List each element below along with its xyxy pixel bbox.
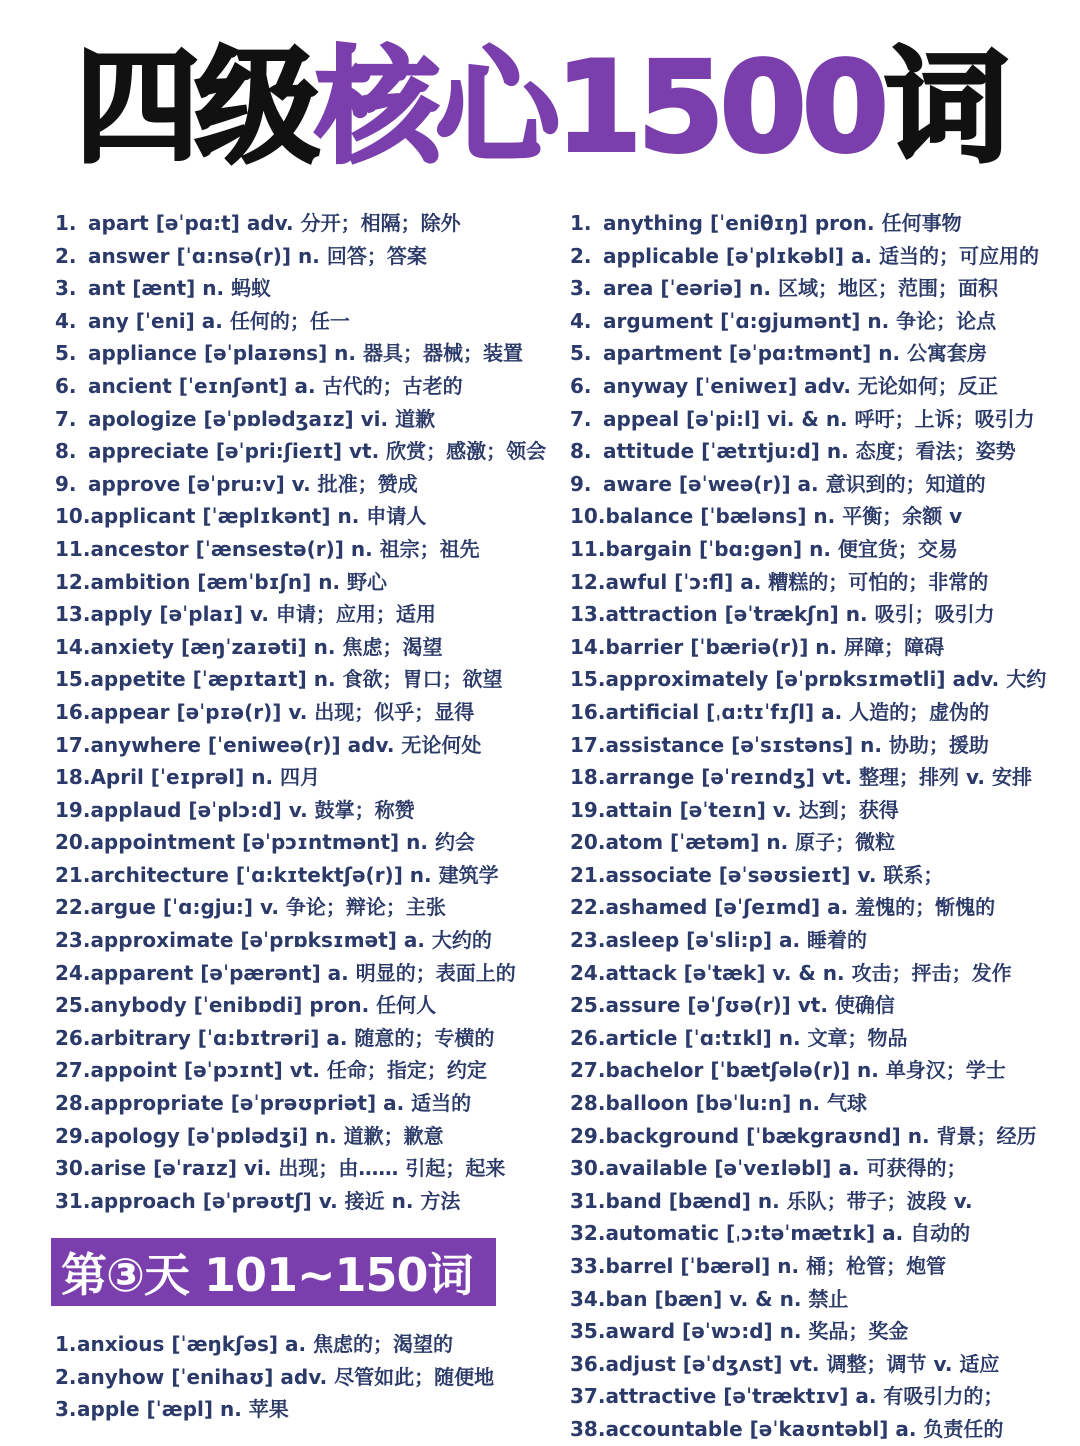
day-banner: 第③天 101~150词 [51,1238,496,1306]
entry-number: 21. [570,862,606,887]
entry-text: ashamed [əˈʃeɪmd] a. 羞愧的；惭愧的 [605,895,996,920]
entry-text: appeal [əˈpi:l] vi. & n. 呼吁；上诉；吸引力 [603,406,1035,431]
word-entry [55,794,545,827]
entry-number: 12. [570,569,606,594]
entry-text: arise [əˈraɪz] vi. 出现；由…… 引起；起来 [90,1156,506,1181]
entry-text: bachelor [ˈbætʃələ(r)] n. 单身汉；学士 [605,1058,1006,1083]
entry-text: band [bænd] n. 乐队；带子；波段 v. [605,1188,973,1213]
entry-text: anxious [ˈæŋkʃəs] a. 焦虑的；渴望的 [77,1332,454,1356]
entry-text: adjust [əˈdʒʌst] vt. 调整；调节 v. 适应 [605,1351,1000,1376]
entry-number: 18. [570,765,606,790]
word-entry [55,761,545,794]
word-entry [570,1054,1070,1087]
entry-number: 14. [570,634,606,659]
title-part-3: 词 [884,36,1005,180]
entry-number: 2. [55,243,77,268]
entry-text: automatic [ˌɔ:təˈmætɪk] a. 自动的 [605,1221,971,1246]
entry-number: 10. [55,504,91,529]
word-entry [55,468,545,501]
entry-text: approximate [əˈprɒksɪmət] a. 大约的 [90,928,492,953]
word-entry [55,891,545,924]
word-entry [570,1250,1070,1283]
entry-text: attain [əˈteɪn] v. 达到；获得 [605,797,899,822]
entry-number: 16. [570,699,606,724]
entry-text: assure [əˈʃʊə(r)] vt. 使确信 [605,993,895,1018]
title-part-2: 核心1500 [315,36,885,180]
word-entry [570,337,1070,370]
word-entry [55,533,545,566]
entry-text: asleep [əˈsli:p] a. 睡着的 [605,928,868,953]
word-entry [55,240,545,273]
word-entry [55,663,545,696]
word-entry [570,1380,1070,1413]
word-entry [55,1361,545,1394]
entry-number: 17. [55,732,91,757]
entry-number: 5. [55,341,77,366]
entry-number: 15. [55,667,91,692]
word-entry [55,729,545,762]
word-entry [55,1054,545,1087]
entry-number: 17. [570,732,606,757]
entry-text: balance [ˈbæləns] n. 平衡；余额 v [605,504,963,529]
entry-number: 9. [55,471,77,496]
entry-text: barrier [ˈbæriə(r)] n. 屏障；障碍 [605,634,945,659]
entry-number: 5. [570,341,592,366]
entry-number: 37. [570,1384,606,1409]
entry-text: ambition [æmˈbɪʃn] n. 野心 [90,569,388,594]
entry-text: balloon [bəˈlu:n] n. 气球 [605,1091,868,1116]
entry-number: 7. [570,406,592,431]
word-entry [55,859,545,892]
entry-number: 2. [570,243,592,268]
word-entry [570,207,1070,240]
entry-number: 26. [570,1025,606,1050]
word-entry [570,729,1070,762]
entry-number: 20. [55,830,91,855]
entry-number: 7. [55,406,77,431]
entry-text: argument [ˈɑ:gjumənt] n. 争论；论点 [603,308,997,333]
entry-text: any [ˈeni] a. 任何的；任一 [88,308,350,333]
word-entry [570,826,1070,859]
word-entry [570,1348,1070,1381]
entry-number: 22. [55,895,91,920]
entry-text: attitude [ˈætɪtju:d] n. 态度；看法；姿势 [603,439,1016,464]
word-entry [570,891,1070,924]
word-entry [570,1185,1070,1218]
entry-text: atom [ˈætəm] n. 原子；微粒 [605,830,896,855]
entry-text: awful [ˈɔ:fl] a. 糟糕的；可怕的；非常的 [605,569,989,594]
entry-text: appreciate [əˈpri:ʃieɪt] vt. 欣赏；感激；领会 [88,439,547,464]
word-entry [570,663,1070,696]
entry-text: arrange [əˈreɪndʒ] vt. 整理；排列 v. 安排 [605,765,1032,790]
entry-text: apparent [əˈpærənt] a. 明显的；表面上的 [90,960,516,985]
entry-text: background [ˈbækgraʊnd] n. 背景；经历 [605,1123,1037,1148]
entry-text: ban [bæn] v. & n. 禁止 [605,1286,849,1311]
page-title [0,38,1080,178]
entry-text: anybody [ˈenibɒdi] pron. 任何人 [90,993,437,1018]
entry-number: 29. [55,1123,91,1148]
word-entry [570,500,1070,533]
entry-text: aware [əˈweə(r)] a. 意识到的；知道的 [603,471,986,496]
entry-number: 11. [55,536,91,561]
word-entry [570,1120,1070,1153]
entry-number: 3. [570,276,592,301]
word-entry [55,696,545,729]
word-entry [570,370,1070,403]
entry-text: appoint [əˈpɔɪnt] vt. 任命；指定；约定 [90,1058,487,1083]
entry-number: 28. [570,1091,606,1116]
entry-text: anyhow [ˈenihaʊ] adv. 尽管如此；随便地 [77,1364,495,1389]
word-entry [55,566,545,599]
word-entry [570,240,1070,273]
word-entry [570,533,1070,566]
entry-number: 38. [570,1416,606,1441]
word-entry [55,1393,545,1426]
word-entry [55,370,545,403]
entry-text: April [ˈeɪprəl] n. 四月 [90,765,321,790]
word-entry [55,1152,545,1185]
word-entry [55,1185,545,1218]
entry-number: 29. [570,1123,606,1148]
word-entry [570,794,1070,827]
entry-text: attack [əˈtæk] v. & n. 攻击；抨击；发作 [605,960,1012,985]
entry-number: 16. [55,699,91,724]
entry-number: 20. [570,830,606,855]
word-entry [55,500,545,533]
entry-text: apart [əˈpɑ:t] adv. 分开；相隔；除外 [88,211,461,235]
entry-text: apple [ˈæpl] n. 苹果 [77,1397,289,1422]
word-entry [570,631,1070,664]
entry-text: article [ˈɑ:tɪkl] n. 文章；物品 [605,1025,908,1050]
entry-number: 24. [55,960,91,985]
entry-text: appear [əˈpɪə(r)] v. 出现；似乎；显得 [90,699,475,724]
word-entry [55,957,545,990]
word-entry [570,1413,1070,1446]
word-entry [55,207,545,240]
entry-text: apologize [əˈpɒlədʒaɪz] vi. 道歉 [88,406,436,431]
word-entry [55,305,545,338]
entry-text: barrel [ˈbærəl] n. 桶；枪管；炮管 [605,1254,947,1278]
entry-number: 35. [570,1319,606,1344]
word-entry [570,1152,1070,1185]
entry-text: applicant [ˈæplɪkənt] n. 申请人 [90,504,427,529]
day3-word-list [55,1328,545,1426]
word-entry [570,957,1070,990]
entry-number: 10. [570,504,606,529]
entry-text: appliance [əˈplaɪəns] n. 器具；器械；装置 [88,341,523,366]
entry-text: ancestor [ˈænsestə(r)] n. 祖宗；祖先 [90,536,480,561]
word-entry [55,1022,545,1055]
entry-text: appropriate [əˈprəʊpriət] a. 适当的 [90,1091,472,1116]
entry-text: accountable [əˈkaʊntəbl] a. 负责任的 [605,1416,1004,1441]
entry-number: 36. [570,1351,606,1376]
word-entry [55,631,545,664]
entry-number: 9. [570,471,592,496]
entry-number: 4. [570,308,592,333]
word-entry [55,1328,545,1361]
entry-text: assistance [əˈsɪstəns] n. 协助；援助 [605,732,989,757]
entry-number: 31. [55,1188,91,1213]
word-entry [570,989,1070,1022]
entry-number: 15. [570,667,606,692]
entry-number: 21. [55,862,91,887]
word-entry [55,1087,545,1120]
entry-text: attraction [əˈtrækʃn] n. 吸引；吸引力 [605,602,995,627]
word-entry [570,468,1070,501]
entry-number: 11. [570,536,606,561]
word-entry [55,337,545,370]
entry-number: 22. [570,895,606,920]
entry-number: 32. [570,1221,606,1246]
word-entry [55,598,545,631]
entry-text: anywhere [ˈeniweə(r)] adv. 无论何处 [90,732,482,757]
entry-number: 12. [55,569,91,594]
entry-number: 23. [55,928,91,953]
entry-text: available [əˈveɪləbl] a. 可获得的； [605,1156,967,1181]
entry-text: apply [əˈplaɪ] v. 申请；应用；适用 [90,602,436,627]
entry-number: 28. [55,1091,91,1116]
word-entry [570,566,1070,599]
entry-text: area [ˈeəriə] n. 区域；地区；范围；面积 [603,276,998,301]
entry-number: 1. [55,211,77,235]
word-entry [570,403,1070,436]
word-entry [570,924,1070,957]
entry-text: ancient [ˈeɪnʃənt] a. 古代的；古老的 [88,373,463,398]
word-entry [55,924,545,957]
entry-number: 1. [570,211,592,235]
word-entry [570,435,1070,468]
entry-text: architecture [ˈɑ:kɪtektʃə(r)] n. 建筑学 [90,862,499,887]
word-entry [570,305,1070,338]
entry-text: anything [ˈeniθɪŋ] pron. 任何事物 [603,211,962,235]
entry-number: 2. [55,1364,77,1389]
entry-text: award [əˈwɔ:d] n. 奖品；奖金 [605,1319,909,1344]
word-entry [570,1022,1070,1055]
entry-number: 25. [55,993,91,1018]
entry-number: 30. [570,1156,606,1181]
word-entry [55,272,545,305]
entry-number: 33. [570,1254,606,1278]
entry-text: appointment [əˈpɔɪntmənt] n. 约会 [90,830,475,855]
entry-text: approve [əˈpru:v] v. 批准；赞成 [88,471,418,496]
word-entry [570,272,1070,305]
entry-number: 13. [570,602,606,627]
entry-text: anxiety [æŋˈzaɪəti] n. 焦虑；渴望 [90,634,443,659]
entry-number: 3. [55,276,77,301]
entry-text: answer [ˈɑ:nsə(r)] n. 回答；答案 [88,243,427,268]
entry-number: 8. [55,439,77,464]
entry-number: 3. [55,1397,77,1422]
entry-number: 25. [570,993,606,1018]
entry-number: 18. [55,765,91,790]
entry-number: 6. [570,373,592,398]
left-word-list [55,207,545,1217]
entry-number: 31. [570,1188,606,1213]
entry-number: 13. [55,602,91,627]
word-entry [55,403,545,436]
entry-text: apology [əˈpɒlədʒi] n. 道歉；歉意 [90,1123,444,1148]
word-entry [55,435,545,468]
entry-text: applaud [əˈplɔ:d] v. 鼓掌；称赞 [90,797,415,822]
entry-number: 27. [570,1058,606,1083]
entry-number: 19. [570,797,606,822]
entry-number: 30. [55,1156,91,1181]
entry-text: arbitrary [ˈɑ:bɪtrəri] a. 随意的；专横的 [90,1025,495,1050]
entry-number: 23. [570,928,606,953]
entry-number: 4. [55,308,77,333]
word-entry [570,598,1070,631]
entry-text: argue [ˈɑ:gju:] v. 争论；辩论；主张 [90,895,446,920]
entry-text: bargain [ˈbɑ:gən] n. 便宜货；交易 [605,536,958,561]
entry-text: approximately [əˈprɒksɪmətli] adv. 大约 [605,667,1047,692]
entry-text: approach [əˈprəʊtʃ] v. 接近 n. 方法 [90,1188,461,1213]
entry-number: 14. [55,634,91,659]
entry-number: 1. [55,1332,77,1356]
entry-text: applicable [əˈplɪkəbl] a. 适当的；可应用的 [603,243,1039,268]
word-entry [55,989,545,1022]
word-entry [570,1283,1070,1316]
word-entry [55,1120,545,1153]
entry-number: 34. [570,1286,606,1311]
entry-number: 6. [55,373,77,398]
entry-number: 19. [55,797,91,822]
entry-text: associate [əˈsəʊsieɪt] v. 联系； [605,862,944,887]
entry-text: appetite [ˈæpɪtaɪt] n. 食欲；胃口；欲望 [90,667,503,692]
word-entry [570,1087,1070,1120]
entry-text: ant [ænt] n. 蚂蚁 [88,276,272,301]
word-entry [570,761,1070,794]
word-entry [55,826,545,859]
title-part-1: 四级 [75,36,316,180]
entry-text: anyway [ˈeniweɪ] adv. 无论如何；反正 [603,373,998,398]
entry-number: 26. [55,1025,91,1050]
word-entry [570,1217,1070,1250]
word-entry [570,1315,1070,1348]
entry-text: apartment [əˈpɑ:tmənt] n. 公寓套房 [603,341,988,366]
word-entry [570,696,1070,729]
entry-text: attractive [əˈtræktɪv] a. 有吸引力的； [605,1384,1004,1409]
entry-number: 8. [570,439,592,464]
entry-number: 27. [55,1058,91,1083]
entry-text: artificial [ˌɑ:tɪˈfɪʃl] a. 人造的；虚伪的 [605,699,990,724]
entry-number: 24. [570,960,606,985]
word-entry [570,859,1070,892]
right-word-list [570,207,1070,1446]
